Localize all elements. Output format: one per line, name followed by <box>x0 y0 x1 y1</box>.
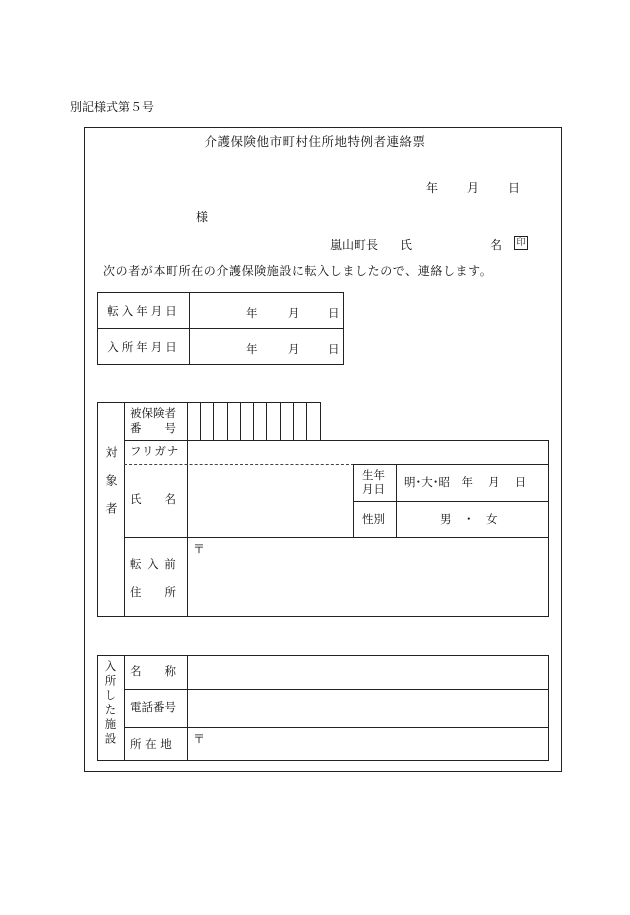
prev-address-label-2: 住 所 <box>130 585 176 599</box>
date-day-label: 日 <box>508 181 521 195</box>
facility-phone-input[interactable] <box>192 694 542 722</box>
sender-name-suffix: 名 <box>490 238 503 252</box>
admission-month: 月 <box>288 342 300 356</box>
furigana-label: フリガナ <box>130 444 180 458</box>
addressee-suffix: 様 <box>196 210 209 224</box>
body-text: 次の者が本町所在の介護保険施設に転入しましたので、連絡します。 <box>103 264 493 278</box>
sex-label: 性別 <box>362 512 385 526</box>
form-title: 介護保険他市町村住所地特例者連絡票 <box>204 134 426 149</box>
facility-phone-label: 電話番号 <box>130 700 176 714</box>
insured-number-label-2: 番 号 <box>130 421 176 435</box>
facility-postal-mark: 〒 <box>193 732 206 746</box>
transfer-month: 月 <box>288 306 300 320</box>
prev-address-postal-mark: 〒 <box>193 542 206 556</box>
dates-table <box>97 292 344 365</box>
sender-name-label: 氏 <box>400 238 413 252</box>
facility-name-input[interactable] <box>192 659 542 685</box>
insured-number-label-1: 被保険者 <box>130 406 176 420</box>
facility-address-input[interactable] <box>205 731 545 757</box>
birth-label-2: 月日 <box>362 482 385 496</box>
facility-address-label: 所 在 地 <box>130 737 172 751</box>
table-row <box>98 329 344 365</box>
admission-date-label: 入所年月日 <box>98 329 190 365</box>
subject-section-label: 対象者 <box>104 446 118 530</box>
name-label: 氏 名 <box>130 492 176 506</box>
table-row <box>98 293 344 329</box>
birth-label-1: 生年 <box>362 468 385 482</box>
sex-value[interactable]: 男 ・ 女 <box>440 512 498 526</box>
transfer-date-field[interactable] <box>190 293 344 329</box>
form-number: 別記様式第５号 <box>70 100 155 114</box>
seal-mark: 印 <box>514 236 528 250</box>
insured-number-input[interactable] <box>192 406 307 436</box>
transfer-day: 日 <box>328 306 340 320</box>
admission-day: 日 <box>328 342 340 356</box>
transfer-year: 年 <box>246 306 258 320</box>
date-month-label: 月 <box>467 181 480 195</box>
admission-date-field[interactable] <box>190 329 344 365</box>
name-input[interactable] <box>190 468 350 534</box>
transfer-date-label: 転入年月日 <box>98 293 190 329</box>
furigana-input[interactable] <box>190 443 350 463</box>
prev-address-label-1: 転 入 前 <box>130 557 177 571</box>
facility-section-label: 入所した施設 <box>103 660 118 747</box>
facility-name-label: 名 称 <box>130 664 176 678</box>
admission-year: 年 <box>246 342 258 356</box>
sender-mayor: 嵐山町長 <box>330 238 379 252</box>
prev-address-input[interactable] <box>205 543 545 613</box>
date-year-label: 年 <box>426 181 439 195</box>
birth-date-value[interactable]: 明･大･昭 年 月 日 <box>404 475 527 489</box>
